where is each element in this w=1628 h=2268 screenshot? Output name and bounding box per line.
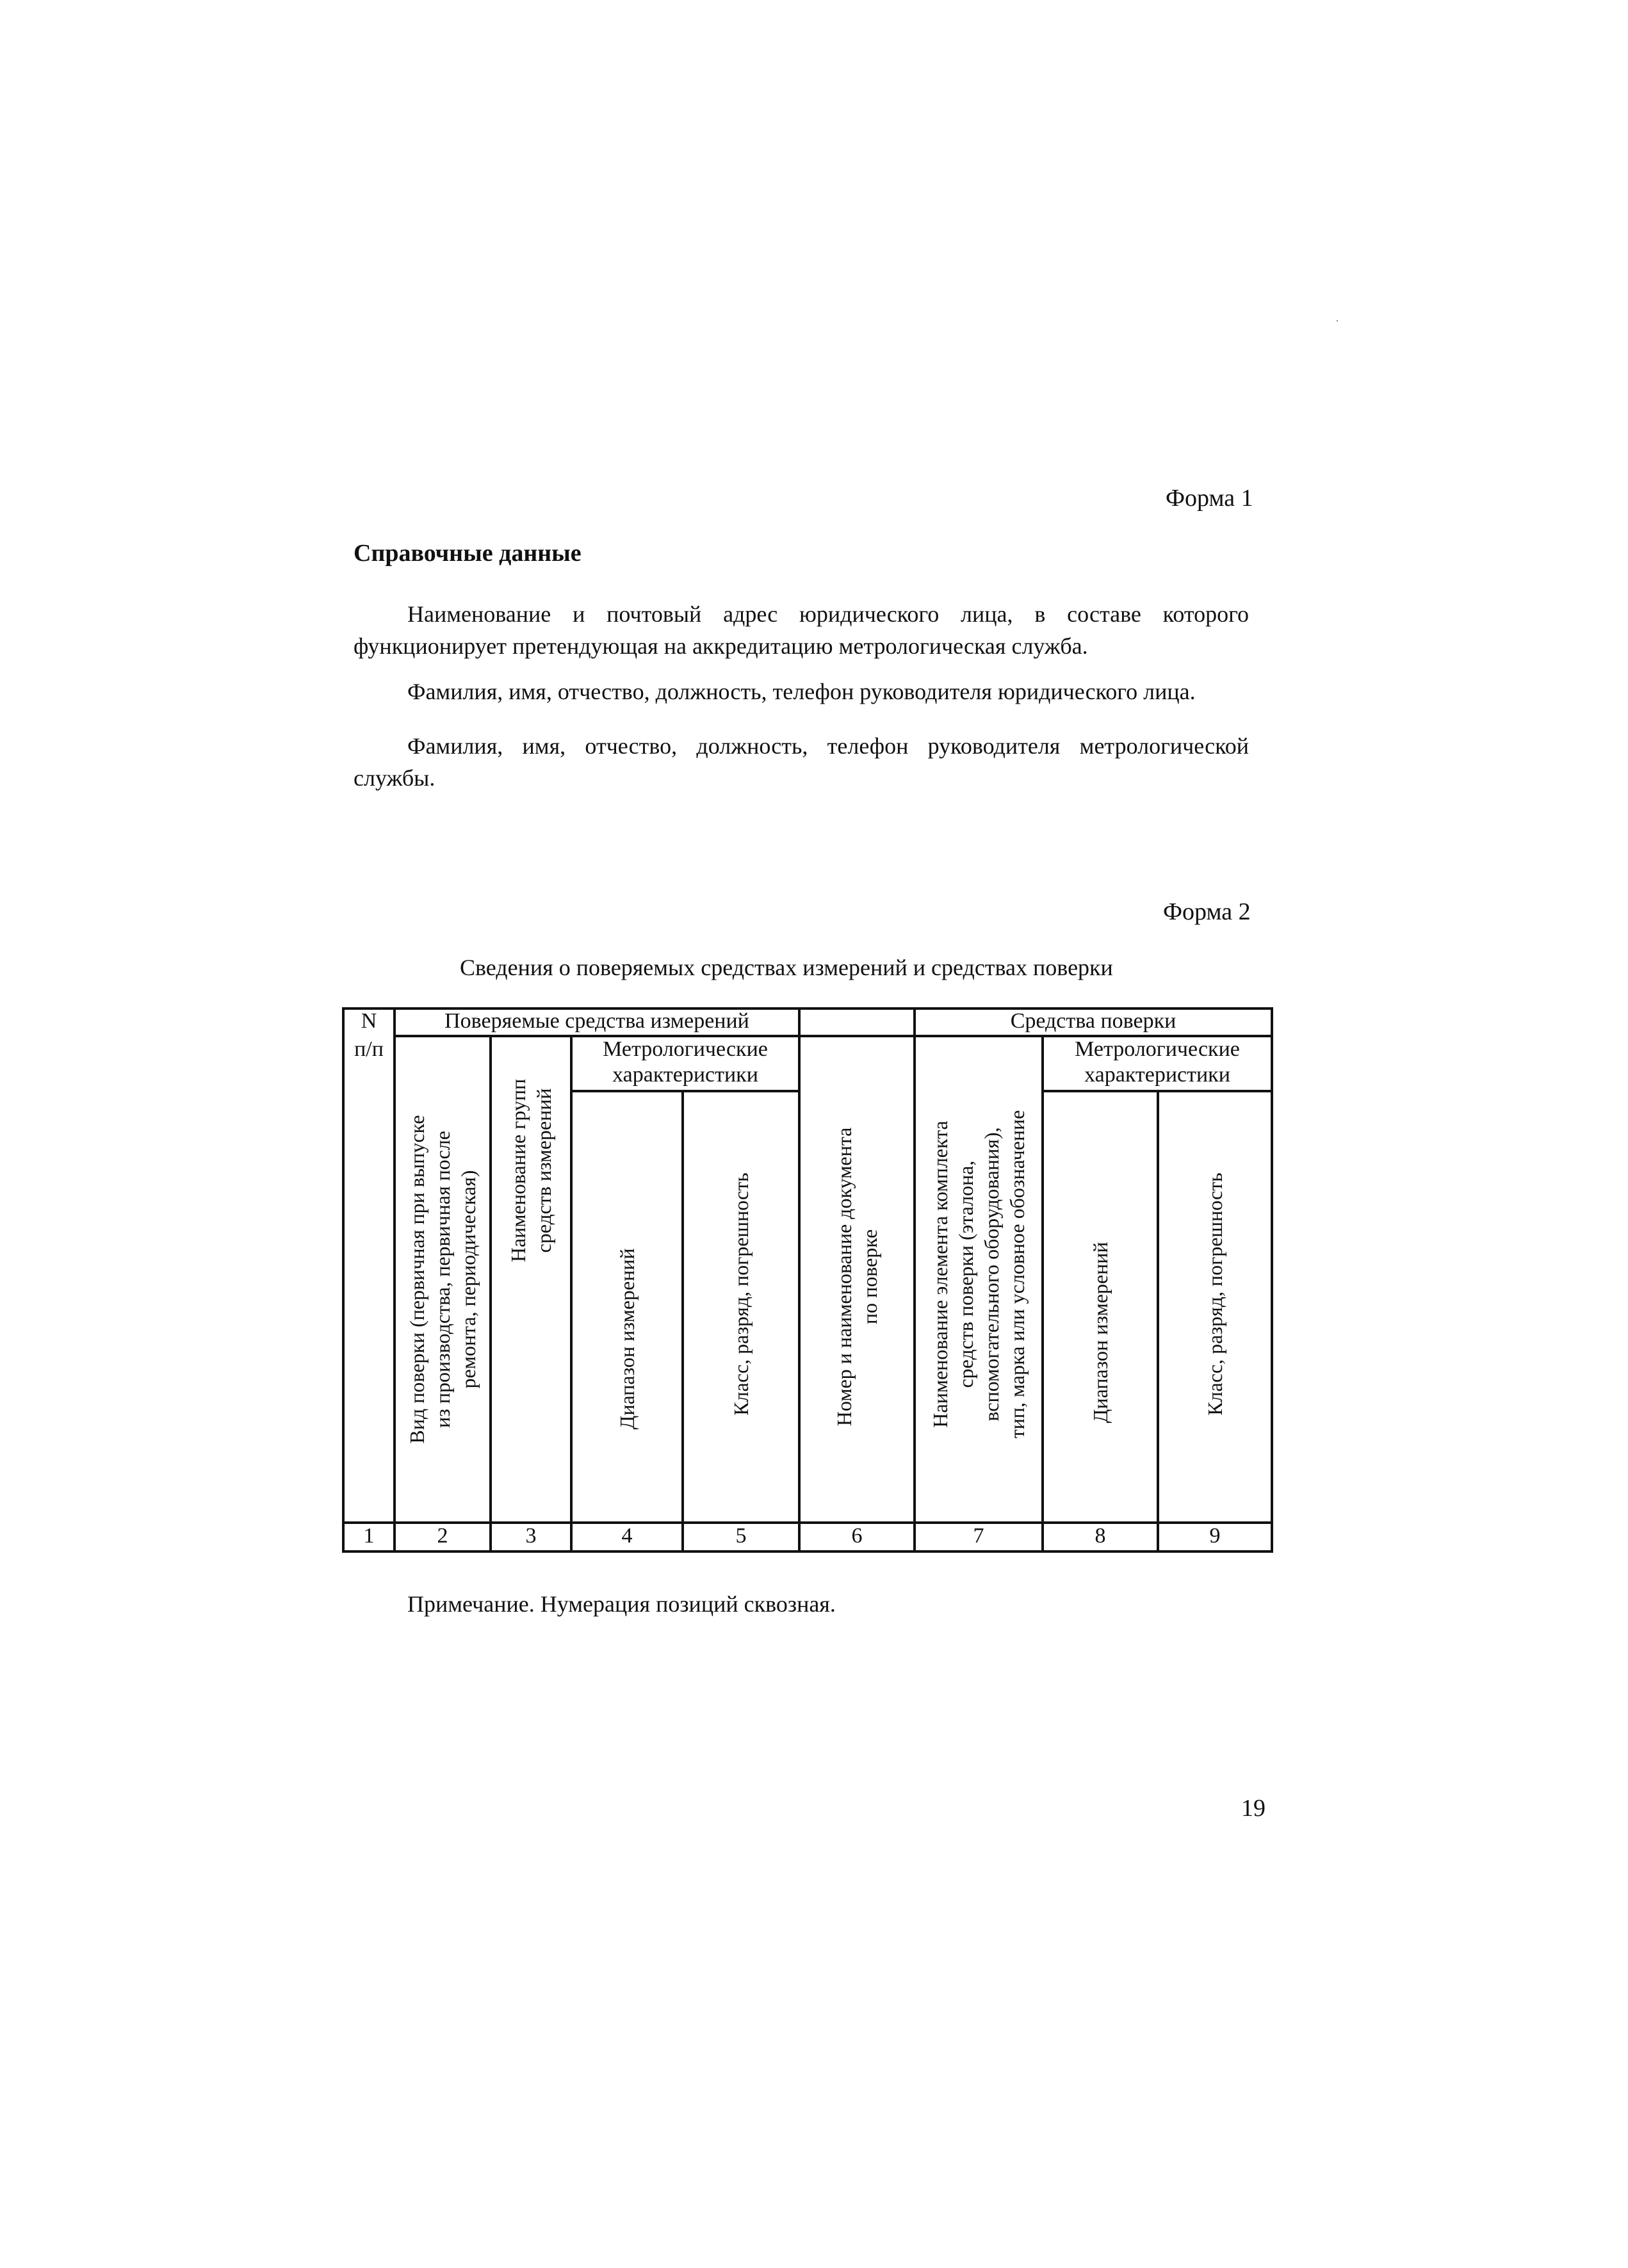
- col7-header-line: средств поверки (эталона,: [954, 1160, 977, 1388]
- form2-label: Форма 2: [1163, 898, 1251, 925]
- col5-header-line: Класс, разряд, погрешность: [729, 1172, 753, 1416]
- col3-header: [492, 1037, 570, 1521]
- col-number-4: 4: [621, 1524, 633, 1548]
- metro-header-means-line2: характеристики: [1084, 1063, 1230, 1087]
- form2-caption: Сведения о поверяемых средствах измерений и средствах поверки: [460, 955, 1113, 980]
- col8-header-line: Диапазон измерений: [1089, 1242, 1112, 1423]
- form2-note: Примечание. Нумерация позиций сквозная.: [407, 1591, 836, 1617]
- scan-speck: [1337, 320, 1338, 321]
- col-number-7: 7: [973, 1524, 984, 1548]
- col7-header-line: Наименование элемента комплекта: [929, 1121, 952, 1428]
- table-line: [342, 1007, 345, 1553]
- table-line: [342, 1550, 1273, 1553]
- col2-header: [396, 1037, 489, 1521]
- col1-header-pp: п/п: [354, 1037, 384, 1061]
- col4-header-line: Диапазон измерений: [615, 1248, 639, 1430]
- col-number-3: 3: [525, 1524, 537, 1548]
- col8-header: [1044, 1092, 1157, 1521]
- col6-header: [801, 1037, 913, 1521]
- col6-header-line: Номер и наименование документа: [833, 1127, 856, 1427]
- form1-heading: Справочные данные: [354, 540, 582, 567]
- col-number-5: 5: [735, 1524, 747, 1548]
- group-header-verified: Поверяемые средства измерений: [444, 1009, 749, 1033]
- col2-header-line: Вид поверки (первичная при выпуске: [405, 1115, 428, 1444]
- table-line: [1271, 1007, 1273, 1553]
- group-header-means: Средства поверки: [1010, 1009, 1176, 1033]
- metro-header-verified-line1: Метрологические: [603, 1037, 768, 1061]
- col3-header-line: средств измерений: [532, 1088, 555, 1253]
- col-number-6: 6: [851, 1524, 863, 1548]
- col6-header-line: по поверке: [858, 1229, 881, 1325]
- col5-header: [684, 1092, 798, 1521]
- col2-header-line: из производства, первичная после: [431, 1131, 454, 1428]
- col4-header: [573, 1092, 681, 1521]
- form1-label: Форма 1: [1166, 485, 1253, 512]
- col-number-2: 2: [437, 1524, 448, 1548]
- form1-paragraph-1: Наименование и почтовый адрес юридического лица, в составе которого функционирует претендующая на аккредитацию метрологическая служба.: [354, 601, 1249, 659]
- col9-header: [1159, 1092, 1271, 1521]
- form1-paragraph-2: Фамилия, имя, отчество, должность, телефон руководителя юридического лица.: [407, 679, 1196, 704]
- col-number-1: 1: [363, 1524, 375, 1548]
- col7-header-line: вспомогательного оборудования),: [980, 1127, 1003, 1422]
- col-number-8: 8: [1095, 1524, 1106, 1548]
- metro-header-means-line1: Метрологические: [1075, 1037, 1240, 1061]
- col9-header-line: Класс, разряд, погрешность: [1203, 1172, 1226, 1416]
- col1-header-n: N: [361, 1009, 377, 1033]
- col7-header: [916, 1037, 1041, 1521]
- verification-table: [342, 1007, 1273, 1553]
- col3-header-line: Наименование групп: [507, 1078, 530, 1263]
- metro-header-verified-line2: характеристики: [612, 1063, 758, 1087]
- col7-header-line: тип, марка или условное обозначение: [1005, 1110, 1029, 1439]
- col2-header-line: ремонта, периодическая): [457, 1170, 480, 1389]
- form1-paragraph-3: Фамилия, имя, отчество, должность, телефон руководителя метрологической службы.: [354, 733, 1249, 791]
- col-number-9: 9: [1209, 1524, 1221, 1548]
- page-number: 19: [1241, 1795, 1266, 1822]
